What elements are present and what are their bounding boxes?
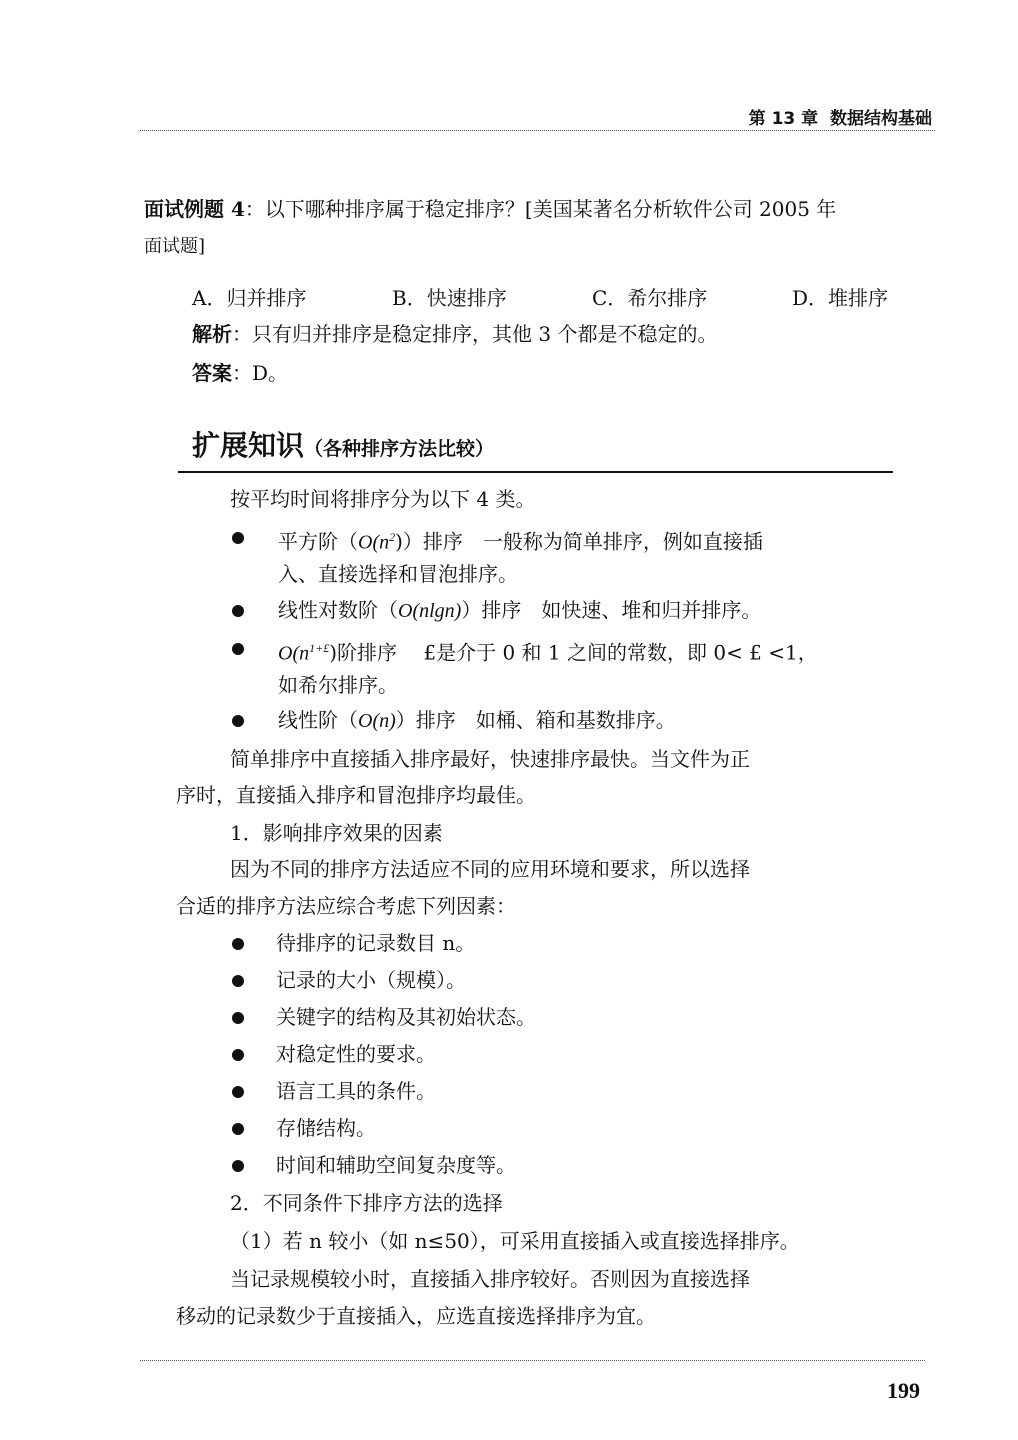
answer-text: ：D。: [232, 361, 289, 385]
text: 线性对数阶（: [278, 598, 398, 622]
chapter-number: 第 13 章: [748, 109, 819, 129]
option-c: C．希尔排序: [592, 286, 708, 310]
paragraph: 因为不同的排序方法适应不同的应用环境和要求，所以选择: [230, 857, 750, 881]
math: O(n: [358, 531, 390, 554]
factor-item: 关键字的结构及其初始状态。: [276, 1005, 536, 1029]
analysis-text: ：只有归并排序是稳定排序，其他 3 个都是不稳定的。: [232, 322, 718, 346]
bullet-icon: [232, 532, 244, 544]
question-text-cont: 面试题]: [144, 236, 206, 257]
factor-item: 存储结构。: [276, 1116, 376, 1140]
paragraph-cont: 合适的排序方法应综合考虑下列因素：: [176, 894, 516, 918]
analysis-label: 解析: [192, 322, 232, 346]
header-divider: [140, 130, 935, 131]
question-line: [144, 196, 836, 222]
bullet-icon: [232, 1123, 244, 1135]
list-item-cont: 如希尔排序。: [278, 673, 398, 697]
question-label: 面试例题 4: [144, 197, 245, 221]
option-d: D．堆排序: [792, 286, 889, 310]
options: [192, 285, 888, 311]
text: 线性阶（: [278, 708, 358, 732]
text: ）排序 如快速、堆和归并排序。: [461, 598, 762, 622]
paragraph-cont: 序时，直接插入排序和冒泡排序均最佳。: [176, 783, 536, 807]
answer-label: 答案: [192, 361, 232, 385]
list-item: [278, 635, 818, 667]
bullet-icon: [232, 605, 244, 617]
paragraph-cont: 移动的记录数少于直接插入，应选直接选择排序为宜。: [176, 1304, 656, 1328]
factor-item: 语言工具的条件。: [276, 1079, 436, 1103]
text: 平方阶（: [278, 529, 358, 554]
math: O(n: [278, 642, 310, 665]
bullet-icon: [232, 975, 244, 987]
analysis: [192, 321, 717, 347]
list-item: [278, 597, 761, 624]
bullet-icon: [232, 1160, 244, 1172]
intro: 按平均时间将排序分为以下 4 类。: [230, 487, 536, 511]
bullet-icon: [232, 1012, 244, 1024]
section-rule: [178, 471, 893, 473]
condition: （1）若 n 较小（如 n≤50），可采用直接插入或直接选择排序。: [230, 1229, 800, 1253]
subheading: 2．不同条件下排序方法的选择: [230, 1191, 503, 1215]
section-subtitle: （各种排序方法比较）: [304, 438, 495, 460]
list-item: [278, 707, 676, 734]
chapter-title: 数据结构基础: [830, 109, 932, 129]
math: O(nlgn): [398, 600, 462, 622]
section-heading: [192, 424, 494, 464]
factor-item: 时间和辅助空间复杂度等。: [276, 1153, 516, 1177]
math: O(n): [358, 710, 396, 732]
math-sup: 1+£: [309, 641, 330, 655]
paragraph: 简单排序中直接插入排序最好，快速排序最快。当文件为正: [230, 747, 750, 771]
option-a: A．归并排序: [192, 286, 307, 310]
page-number: 199: [887, 1378, 920, 1403]
subheading: 1．影响排序效果的因素: [230, 821, 443, 845]
list-item-cont: 入、直接选择和冒泡排序。: [278, 562, 518, 586]
answer: [192, 360, 288, 386]
footer-divider: [140, 1360, 925, 1361]
factor-item: 待排序的记录数目 n。: [276, 931, 476, 955]
factor-item: 记录的大小（规模）。: [276, 968, 466, 992]
bullet-icon: [232, 643, 244, 655]
section-title: 扩展知识: [192, 429, 305, 462]
paragraph: 当记录规模较小时，直接插入排序较好。否则因为直接选择: [230, 1267, 750, 1291]
text: )阶排序 £是介于 0 和 1 之间的常数，即 0< £ <1，: [329, 640, 818, 665]
math-sup: 2: [389, 530, 396, 544]
list-item: [278, 524, 763, 556]
bullet-icon: [232, 715, 244, 727]
question-text: ：以下哪种排序属于稳定排序？[美国某著名分析软件公司 2005 年: [244, 197, 837, 221]
text: )）排序 一般称为简单排序，例如直接插: [395, 529, 763, 554]
text: ）排序 如桶、箱和基数排序。: [395, 708, 676, 732]
bullet-icon: [232, 938, 244, 950]
factor-item: 对稳定性的要求。: [276, 1042, 436, 1066]
running-header: [749, 104, 932, 129]
bullet-icon: [232, 1086, 244, 1098]
bullet-icon: [232, 1049, 244, 1061]
option-b: B．快速排序: [392, 286, 507, 310]
